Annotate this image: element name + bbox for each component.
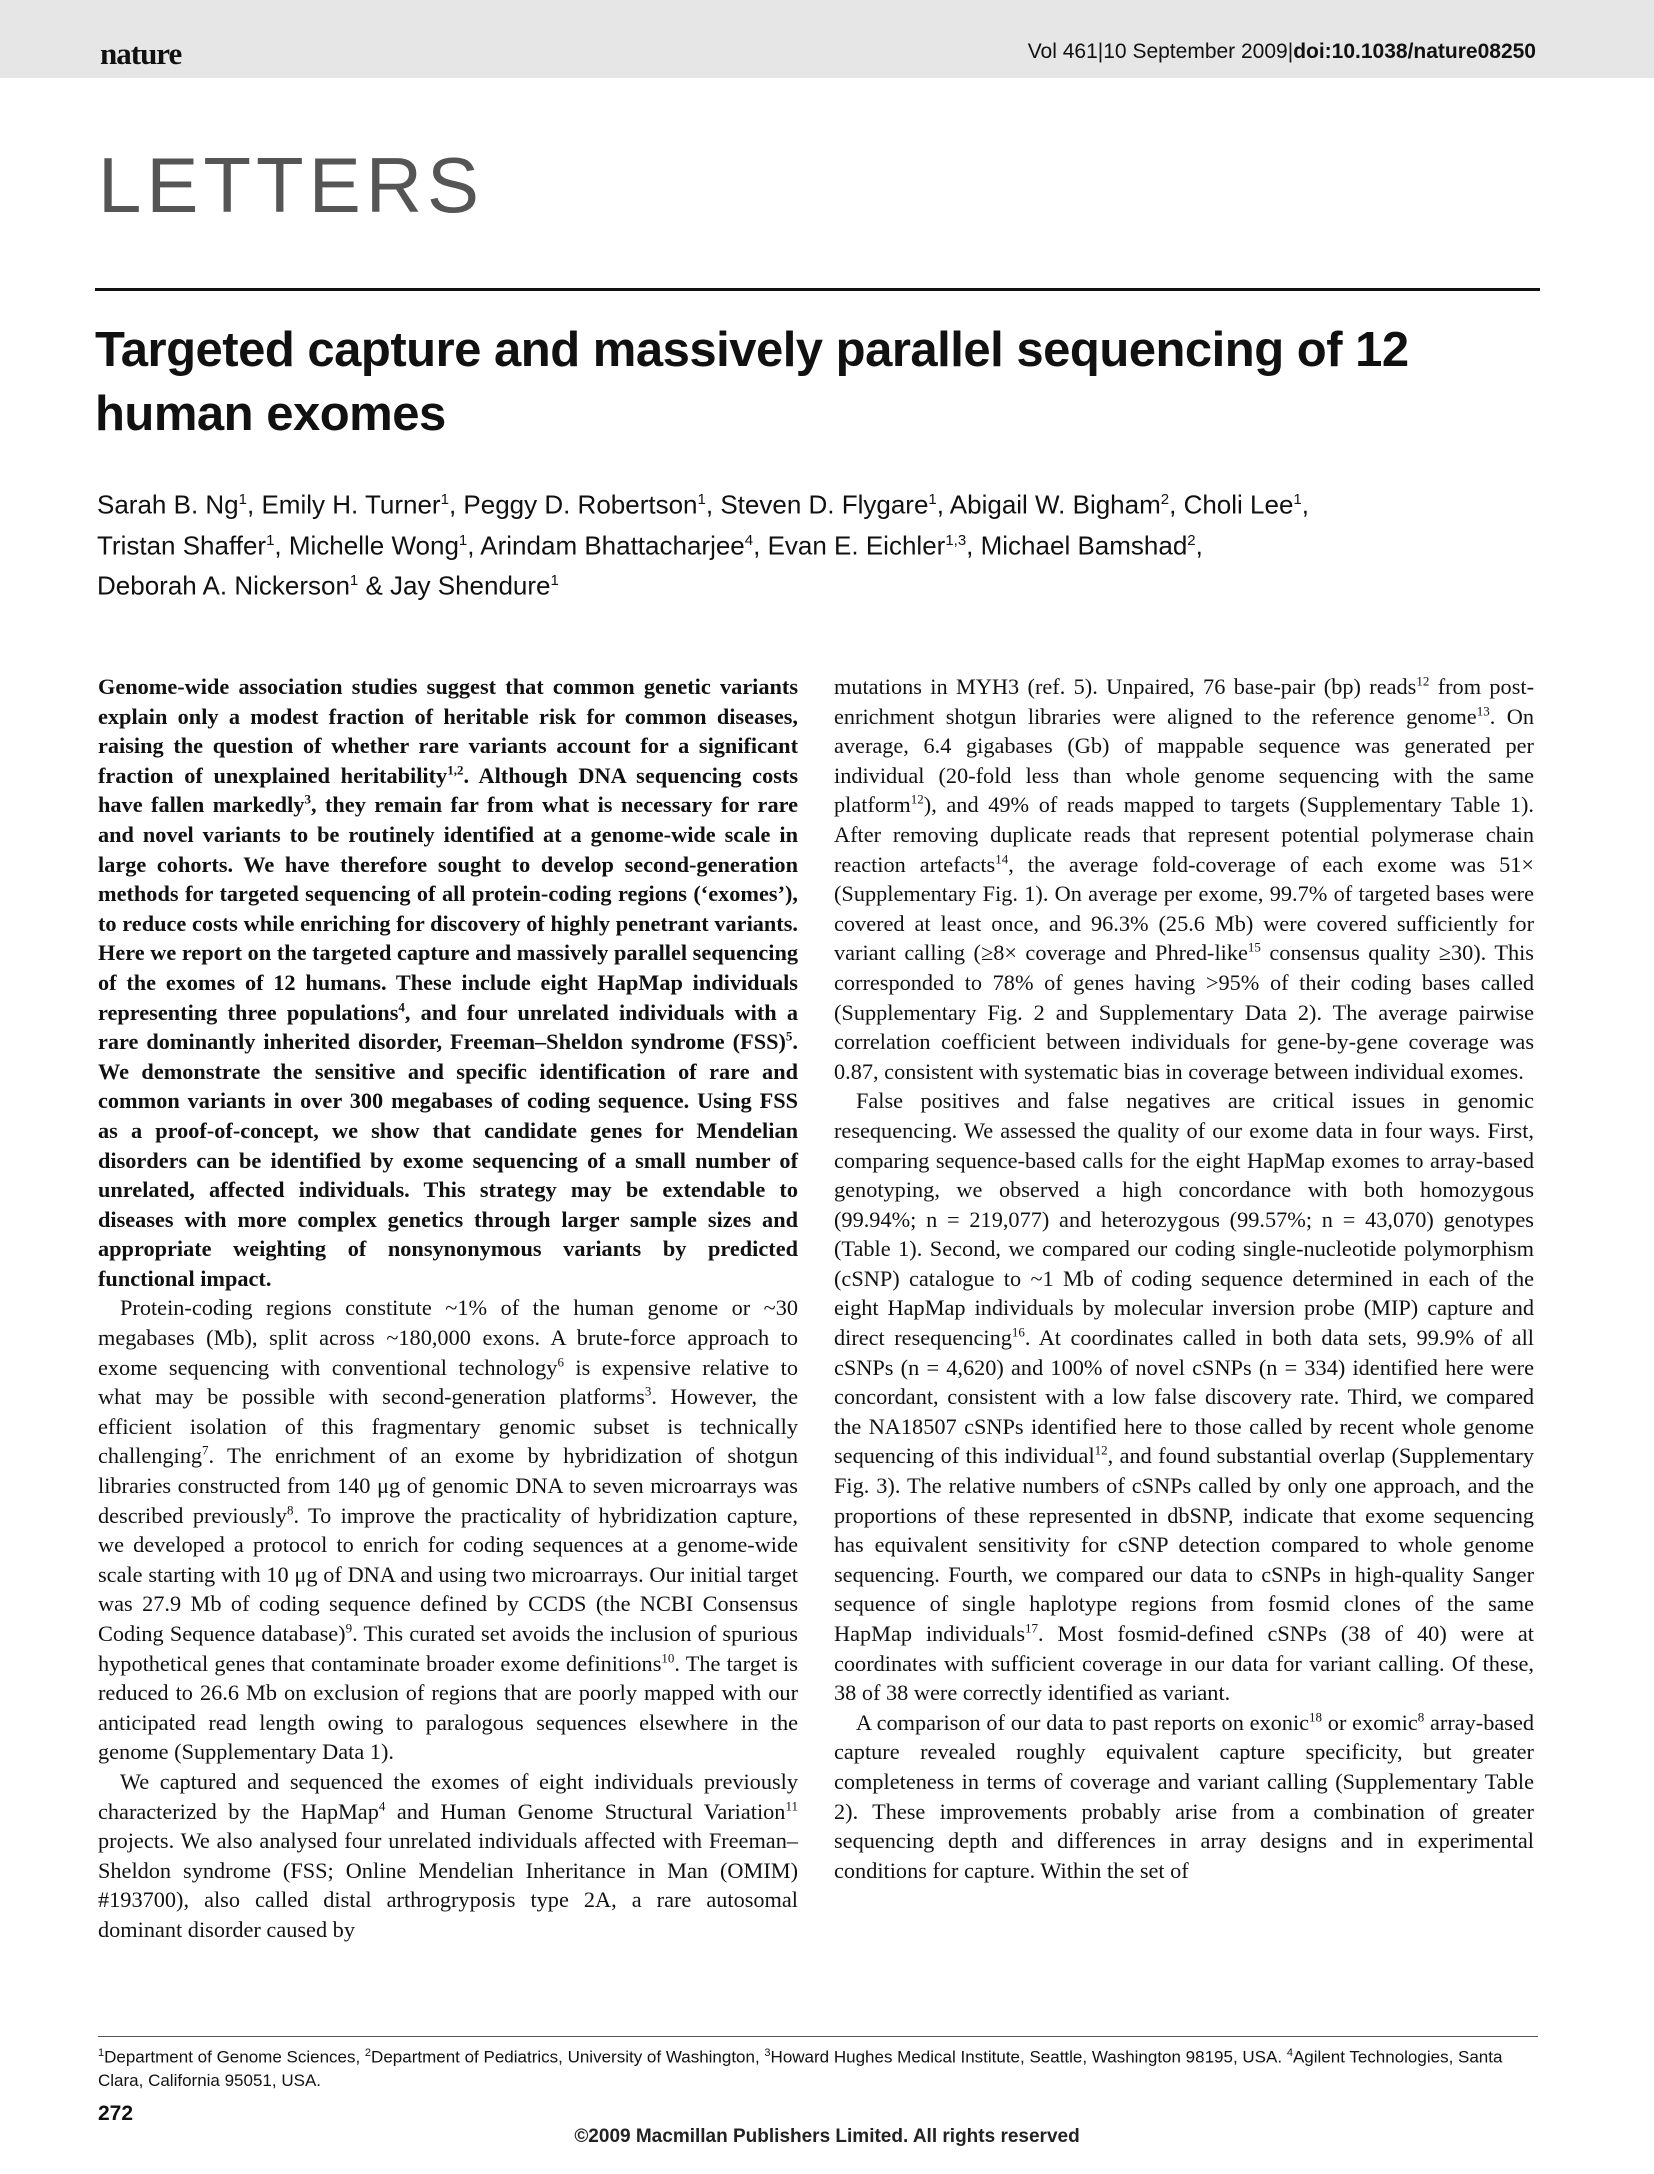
- citation-ref: 3: [644, 1383, 652, 1399]
- author-affiliation: 1: [238, 491, 247, 508]
- citation-ref: 6: [557, 1354, 564, 1370]
- body-paragraph: A comparison of our data to past reports on exonic$^{18}$ or exomic$^8$ array-based capture revealed roughly equivalent capture specificity, but greater completeness in terms of coverage and variant calling (Supplementary Table 2). These improvements probably arise from a combination of greater sequencing depth and differences in array designs and in experimental conditions for capture. Within the set of: [834, 1709, 1535, 1883]
- citation-ref: 12: [1094, 1443, 1108, 1459]
- author-name: Michelle Wong: [288, 530, 459, 561]
- right-column: [834, 672, 1534, 1885]
- author-name: Michael Bamshad: [980, 530, 1188, 561]
- citation-ref: 14: [995, 851, 1009, 867]
- author-name: Sarah B. Ng: [97, 489, 239, 520]
- citation-ref: 7: [202, 1443, 209, 1459]
- author-affiliation: 2: [1160, 491, 1170, 508]
- citation-ref: 13: [1476, 703, 1490, 719]
- author-affiliation: 2: [1187, 531, 1196, 549]
- author-name: Emily H. Turner: [261, 489, 441, 520]
- citation-ref: 17: [1025, 1620, 1039, 1636]
- copyright-notice: ©2009 Macmillan Publishers Limited. All rights reserved: [574, 2126, 1080, 2147]
- affiliations-footnote: $^1$Department of Genome Sciences, $^2$Department of Pediatrics, University of Washington, $^3$Howard Hughes Medical Institute, Seattle, Washington 98195, USA. $^4$Agilent Technologies, Santa Clara, California 95051, USA.: [98, 2047, 1503, 2090]
- citation-ref: 1: [98, 2047, 105, 2059]
- author-list: Sarah B. Ng$^1$, Emily H. Turner$^1$, Peggy D. Robertson$^1$, Steven D. Flygare$^1$, Abigail W. Bigham$^2$, Choli Lee$^1$, Tristan Shaffer$^1$, Michelle Wong$^1$, Arindam Bhattacharjee$^4$, Evan E. Eichler$^{1,3}$, Michael Bamshad$^2$, Deborah A. Nickerson$^1$ & Jay Shendure$^1$: [97, 489, 1309, 601]
- page-number: 272: [98, 2102, 134, 2125]
- journal-name: nature: [100, 36, 182, 71]
- author-affiliation: 1: [697, 491, 706, 508]
- citation-ref: 9: [345, 1620, 353, 1636]
- citation-ref: 12: [910, 791, 924, 807]
- citation-ref: 11: [785, 1798, 798, 1814]
- author-name: Evan E. Eichler: [767, 530, 946, 561]
- citation-info: Vol 461|10 September 2009|doi:10.1038/nature08250: [1027, 40, 1536, 63]
- footnote-rule: [98, 2036, 1538, 2037]
- author-name: Steven D. Flygare: [720, 489, 929, 520]
- citation-ref: 4: [378, 1798, 386, 1814]
- author-name: Choli Lee: [1183, 489, 1294, 520]
- citation-ref: 4: [398, 999, 405, 1015]
- left-column: [98, 672, 798, 1945]
- author-name: Arindam Bhattacharjee: [480, 530, 745, 561]
- author-affiliation: 1,3: [945, 531, 967, 549]
- citation-ref: 12: [1416, 673, 1430, 689]
- article-title: Targeted capture and massively parallel sequencing of 12 human exomes: [95, 323, 1409, 441]
- author-affiliation: 1: [266, 531, 275, 549]
- citation-ref: 10: [661, 1650, 675, 1666]
- citation-ref: 2: [364, 2047, 372, 2059]
- author-affiliation: 4: [744, 531, 754, 549]
- author-affiliation: 1: [349, 572, 359, 590]
- body-paragraph: mutations in MYH3 (ref. 5). Unpaired, 76 base-pair (bp) reads$^{12}$ from post-enrichment shotgun libraries were aligned to the reference genome$^{13}$. On average, 6.4 gigabases (Gb) of mappable sequence was generated per individual (20-fold less than whole genome sequencing with the same platform$^{12}$), and 49% of reads mapped to targets (Supplementary Table 1). After removing duplicate reads that represent potential polymerase chain reaction artefacts$^{14}$, the average fold-coverage of each exome was 51× (Supplementary Fig. 1). On average per exome, 99.7% of targeted bases were covered at least once, and 96.3% (25.6 Mb) were covered sufficiently for variant calling (≥8× coverage and Phred-like$^{15}$ consensus quality ≥30). This corresponded to 78% of genes having >95% of their coding bases called (Supplementary Fig. 2 and Supplementary Data 2). The average pairwise correlation coefficient between individuals for gene-by-gene coverage was 0.87, consistent with systematic bias in coverage between individual exomes.: [834, 673, 1534, 1084]
- author-name: Abigail W. Bigham: [949, 489, 1161, 520]
- citation-ref: 1,2: [447, 762, 464, 778]
- section-label: LETTERS: [98, 141, 485, 229]
- citation-ref: 5: [785, 1028, 793, 1044]
- volume: Vol 461: [1027, 40, 1098, 63]
- title-rule: [95, 288, 1540, 291]
- citation-ref: 4: [1286, 2047, 1293, 2059]
- journal-header-bar: [0, 0, 1654, 78]
- body-paragraph: We captured and sequenced the exomes of eight individuals previously characterized by the HapMap$^4$ and Human Genome Structural Variation$^{11}$ projects. We also analysed four unrelated individuals affected with Freeman–Sheldon syndrome (FSS; Online Mendelian Inheritance in Man (OMIM) #193700), also called distal arthrogryposis type 2A, a rare autosomal dominant disorder caused by: [98, 1768, 798, 1942]
- author-name: Jay Shendure: [390, 570, 551, 601]
- body-paragraph: False positives and false negatives are critical issues in genomic resequencing. We assessed the quality of our exome data in four ways. First, comparing sequence-based calls for the eight HapMap exomes to array-based genotyping, we observed a high concordance with both homozygous (99.94%; n = 219,077) and heterozygous (99.57%; n = 43,070) genotypes (Table 1). Second, we compared our coding single-nucleotide polymorphism (cSNP) catalogue to ~1 Mb of coding sequence determined in each of the eight HapMap individuals by molecular inversion probe (MIP) capture and direct resequencing$^{16}$. At coordinates called in both data sets, 99.9% of all cSNPs (n = 4,620) and 100% of novel cSNPs (n = 334) identified here were concordant, consistent with a low false discovery rate. Third, we compared the NA18507 cSNPs identified here to those called by recent whole genome sequencing of this individual$^{12}$, and found substantial overlap (Supplementary Fig. 3). The relative numbers of cSNPs called by only one approach, and the proportions of these represented in dbSNP, indicate that exome sequencing has equivalent sensitivity for cSNP detection compared to whole genome sequencing. Fourth, we compared our data to cSNPs in high-quality Sanger sequence of single haplotype regions from fosmid clones of the same HapMap individuals$^{17}$. Most fosmid-defined cSNPs (38 of 40) were at coordinates with sufficient coverage in our data for variant calling. Of these, 38 of 38 were correctly identified as variant.: [834, 1088, 1535, 1706]
- author-name: Deborah A. Nickerson: [97, 570, 350, 601]
- citation-ref: 3: [764, 2047, 771, 2059]
- citation-ref: 16: [1011, 1324, 1025, 1340]
- citation-ref: 15: [1247, 939, 1261, 955]
- issue-date: 10 September 2009: [1103, 40, 1288, 63]
- citation-ref: 3: [304, 791, 311, 807]
- author-affiliation: 1: [1293, 491, 1302, 508]
- author-affiliation: 1: [440, 491, 449, 508]
- doi-link[interactable]: doi:10.1038/nature08250: [1293, 40, 1536, 63]
- citation-ref: 18: [1309, 1709, 1323, 1725]
- author-affiliation: 1: [928, 491, 937, 508]
- citation-ref: 8: [1417, 1709, 1425, 1725]
- citation-ref: 8: [286, 1502, 294, 1518]
- author-affiliation: 1: [550, 572, 559, 590]
- author-affiliation: 1: [458, 531, 468, 549]
- body-paragraph: Protein-coding regions constitute ~1% of the human genome or ~30 megabases (Mb), split across ~180,000 exons. A brute-force approach to exome sequencing with conventional technology$^6$ is expensive relative to what may be possible with second-generation platforms$^3$. However, the efficient isolation of this fragmentary genomic subset is technically challenging$^7$. The enrichment of an exome by hybridization of shotgun libraries constructed from 140 μg of genomic DNA to seven microarrays was described previously$^8$. To improve the practicality of hybridization capture, we developed a protocol to enrich for coding sequences at a genome-wide scale starting with 10 μg of DNA and using two microarrays. Our initial target was 27.9 Mb of coding sequence defined by CCDS (the NCBI Consensus Coding Sequence database)$^9$. This curated set avoids the inclusion of spurious hypothetical genes that contaminate broader exome definitions$^{10}$. The target is reduced to 26.6 Mb on exclusion of regions that are poorly mapped with our anticipated read length owing to paralogous sequences elsewhere in the genome (Supplementary Data 1).: [98, 1295, 798, 1765]
- abstract: Genome-wide association studies suggest that common genetic variants explain only a modest fraction of heritable risk for common diseases, raising the question of whether rare variants account for a significant fraction of unexplained heritability$^{1,2}$. Although DNA sequencing costs have fallen markedly$^3$, they remain far from what is necessary for rare and novel variants to be routinely identified at a genome-wide scale in large cohorts. We have therefore sought to develop second-generation methods for targeted sequencing of all protein-coding regions (‘exomes’), to reduce costs while enriching for discovery of highly penetrant variants. Here we report on the targeted capture and massively parallel sequencing of the exomes of 12 humans. These include eight HapMap individuals representing three populations$^4$, and four unrelated individuals with a rare dominantly inherited disorder, Freeman–Sheldon syndrome (FSS)$^5$. We demonstrate the sensitive and specific identification of rare and common variants in over 300 megabases of coding sequence. Using FSS as a proof-of-concept, we show that candidate genes for Mendelian disorders can be identified by exome sequencing of a small number of unrelated, affected individuals. This strategy may be extendable to diseases with more complex genetics through larger sample sizes and appropriate weighting of nonsynonymous variants by predicted functional impact.: [98, 674, 798, 1291]
- author-name: Peggy D. Robertson: [463, 489, 698, 520]
- author-name: Tristan Shaffer: [97, 530, 267, 561]
